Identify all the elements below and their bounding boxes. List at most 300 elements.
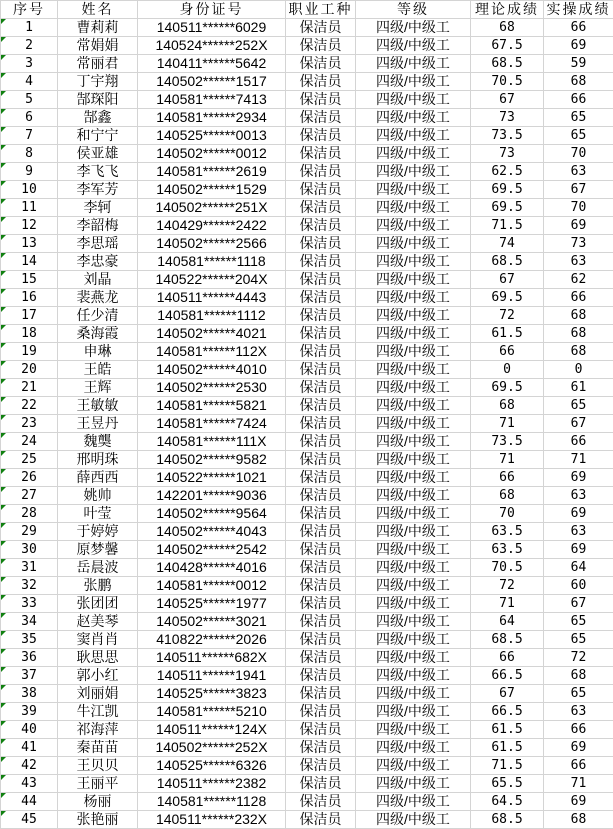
cell-id_number[interactable]: 140511******124X [138, 721, 286, 739]
cell-index[interactable] [1, 433, 58, 451]
cell-level[interactable]: 四级/中级工 [356, 91, 471, 109]
cell-level[interactable]: 四级/中级工 [356, 37, 471, 55]
cell-level[interactable]: 四级/中级工 [356, 235, 471, 253]
cell-name[interactable]: 张艳丽 [58, 811, 138, 829]
cell-index[interactable] [1, 289, 58, 307]
cell-name[interactable]: 李军芳 [58, 181, 138, 199]
cell-job[interactable]: 保洁员 [286, 649, 356, 667]
cell-practical[interactable]: 68 [544, 73, 613, 91]
cell-theory[interactable]: 67 [471, 271, 544, 289]
cell-id_number[interactable]: 140502******1529 [138, 181, 286, 199]
cell-job[interactable]: 保洁员 [286, 325, 356, 343]
cell-theory[interactable]: 61.5 [471, 721, 544, 739]
cell-job[interactable]: 保洁员 [286, 487, 356, 505]
cell-id_number[interactable]: 140581******2934 [138, 109, 286, 127]
cell-job[interactable]: 保洁员 [286, 361, 356, 379]
cell-id_number[interactable]: 140502******2542 [138, 541, 286, 559]
cell-job[interactable]: 保洁员 [286, 505, 356, 523]
cell-job[interactable]: 保洁员 [286, 127, 356, 145]
cell-name[interactable]: 姚帅 [58, 487, 138, 505]
cell-level[interactable]: 四级/中级工 [356, 811, 471, 829]
cell-job[interactable]: 保洁员 [286, 613, 356, 631]
cell-index[interactable] [1, 685, 58, 703]
cell-level[interactable]: 四级/中级工 [356, 451, 471, 469]
cell-level[interactable]: 四级/中级工 [356, 55, 471, 73]
cell-name[interactable]: 郜鑫 [58, 109, 138, 127]
cell-practical[interactable]: 68 [544, 667, 613, 685]
cell-practical[interactable]: 69 [544, 793, 613, 811]
cell-name[interactable]: 郭小红 [58, 667, 138, 685]
cell-job[interactable]: 保洁员 [286, 37, 356, 55]
cell-job[interactable]: 保洁员 [286, 109, 356, 127]
cell-id_number[interactable]: 140502******4021 [138, 325, 286, 343]
cell-practical[interactable]: 66 [544, 721, 613, 739]
cell-practical[interactable]: 68 [544, 811, 613, 829]
cell-index[interactable] [1, 487, 58, 505]
cell-theory[interactable]: 71 [471, 415, 544, 433]
cell-level[interactable]: 四级/中级工 [356, 595, 471, 613]
cell-id_number[interactable]: 140502******3021 [138, 613, 286, 631]
cell-index[interactable] [1, 577, 58, 595]
cell-name[interactable]: 张鹏 [58, 577, 138, 595]
cell-index[interactable] [1, 235, 58, 253]
cell-job[interactable]: 保洁员 [286, 55, 356, 73]
cell-level[interactable]: 四级/中级工 [356, 343, 471, 361]
cell-job[interactable]: 保洁员 [286, 631, 356, 649]
cell-theory[interactable]: 61.5 [471, 739, 544, 757]
cell-index[interactable] [1, 19, 58, 37]
cell-name[interactable]: 王贝贝 [58, 757, 138, 775]
cell-practical[interactable]: 63 [544, 487, 613, 505]
cell-id_number[interactable]: 140581******112X [138, 343, 286, 361]
cell-name[interactable]: 侯亚雄 [58, 145, 138, 163]
cell-level[interactable]: 四级/中级工 [356, 127, 471, 145]
cell-job[interactable]: 保洁员 [286, 793, 356, 811]
cell-theory[interactable]: 63.5 [471, 541, 544, 559]
cell-theory[interactable]: 68 [471, 487, 544, 505]
cell-index[interactable] [1, 739, 58, 757]
cell-practical[interactable]: 72 [544, 649, 613, 667]
cell-name[interactable]: 王辉 [58, 379, 138, 397]
column-header-job[interactable]: 职业工种 [286, 1, 356, 19]
cell-theory[interactable]: 68.5 [471, 55, 544, 73]
cell-id_number[interactable]: 140502******2530 [138, 379, 286, 397]
cell-name[interactable]: 刘丽娟 [58, 685, 138, 703]
cell-id_number[interactable]: 140502******9582 [138, 451, 286, 469]
cell-theory[interactable]: 71.5 [471, 757, 544, 775]
column-header-index[interactable]: 序号 [1, 1, 58, 19]
cell-job[interactable]: 保洁员 [286, 469, 356, 487]
cell-id_number[interactable]: 142201******9036 [138, 487, 286, 505]
cell-id_number[interactable]: 140428******4016 [138, 559, 286, 577]
cell-practical[interactable]: 71 [544, 451, 613, 469]
cell-index[interactable] [1, 469, 58, 487]
cell-level[interactable]: 四级/中级工 [356, 757, 471, 775]
cell-index[interactable] [1, 541, 58, 559]
cell-job[interactable]: 保洁员 [286, 73, 356, 91]
cell-job[interactable]: 保洁员 [286, 199, 356, 217]
cell-index[interactable] [1, 703, 58, 721]
cell-job[interactable]: 保洁员 [286, 739, 356, 757]
cell-practical[interactable]: 63 [544, 703, 613, 721]
cell-id_number[interactable]: 140522******1021 [138, 469, 286, 487]
cell-name[interactable]: 李韶梅 [58, 217, 138, 235]
cell-job[interactable]: 保洁员 [286, 145, 356, 163]
cell-job[interactable]: 保洁员 [286, 181, 356, 199]
cell-id_number[interactable]: 140511******1941 [138, 667, 286, 685]
cell-index[interactable] [1, 793, 58, 811]
cell-job[interactable]: 保洁员 [286, 523, 356, 541]
cell-job[interactable]: 保洁员 [286, 91, 356, 109]
cell-theory[interactable]: 71 [471, 451, 544, 469]
cell-practical[interactable]: 59 [544, 55, 613, 73]
cell-job[interactable]: 保洁员 [286, 541, 356, 559]
cell-id_number[interactable]: 140581******5821 [138, 397, 286, 415]
cell-level[interactable]: 四级/中级工 [356, 703, 471, 721]
cell-level[interactable]: 四级/中级工 [356, 19, 471, 37]
cell-theory[interactable]: 64.5 [471, 793, 544, 811]
cell-name[interactable]: 魏龑 [58, 433, 138, 451]
cell-index[interactable] [1, 415, 58, 433]
cell-id_number[interactable]: 140581******1112 [138, 307, 286, 325]
cell-name[interactable]: 李思瑶 [58, 235, 138, 253]
cell-practical[interactable]: 65 [544, 397, 613, 415]
cell-name[interactable]: 桑海霞 [58, 325, 138, 343]
cell-name[interactable]: 刘晶 [58, 271, 138, 289]
cell-id_number[interactable]: 140525******3823 [138, 685, 286, 703]
cell-id_number[interactable]: 140524******252X [138, 37, 286, 55]
cell-id_number[interactable]: 140522******204X [138, 271, 286, 289]
cell-id_number[interactable]: 140581******1118 [138, 253, 286, 271]
cell-index[interactable] [1, 559, 58, 577]
cell-theory[interactable]: 69.5 [471, 289, 544, 307]
cell-level[interactable]: 四级/中级工 [356, 73, 471, 91]
cell-index[interactable] [1, 379, 58, 397]
cell-job[interactable]: 保洁员 [286, 289, 356, 307]
cell-level[interactable]: 四级/中级工 [356, 307, 471, 325]
cell-name[interactable]: 王丽平 [58, 775, 138, 793]
cell-level[interactable]: 四级/中级工 [356, 523, 471, 541]
cell-name[interactable]: 和宁宁 [58, 127, 138, 145]
cell-practical[interactable]: 66 [544, 19, 613, 37]
cell-name[interactable]: 李忠豪 [58, 253, 138, 271]
cell-id_number[interactable]: 140502******0012 [138, 145, 286, 163]
cell-level[interactable]: 四级/中级工 [356, 649, 471, 667]
cell-level[interactable]: 四级/中级工 [356, 181, 471, 199]
cell-id_number[interactable]: 140429******2422 [138, 217, 286, 235]
cell-name[interactable]: 申琳 [58, 343, 138, 361]
cell-name[interactable]: 李飞飞 [58, 163, 138, 181]
cell-name[interactable]: 原梦馨 [58, 541, 138, 559]
cell-id_number[interactable]: 140511******6029 [138, 19, 286, 37]
cell-job[interactable]: 保洁员 [286, 433, 356, 451]
cell-theory[interactable]: 0 [471, 361, 544, 379]
cell-practical[interactable]: 66 [544, 91, 613, 109]
cell-id_number[interactable]: 140502******1517 [138, 73, 286, 91]
cell-index[interactable] [1, 109, 58, 127]
column-header-level[interactable]: 等级 [356, 1, 471, 19]
cell-name[interactable]: 常丽君 [58, 55, 138, 73]
cell-practical[interactable]: 66 [544, 289, 613, 307]
cell-id_number[interactable]: 140502******9564 [138, 505, 286, 523]
cell-practical[interactable]: 63 [544, 523, 613, 541]
cell-index[interactable] [1, 649, 58, 667]
cell-level[interactable]: 四级/中级工 [356, 217, 471, 235]
cell-theory[interactable]: 63.5 [471, 523, 544, 541]
cell-index[interactable] [1, 73, 58, 91]
cell-job[interactable]: 保洁员 [286, 775, 356, 793]
cell-index[interactable] [1, 343, 58, 361]
cell-practical[interactable]: 67 [544, 595, 613, 613]
cell-id_number[interactable]: 140502******252X [138, 739, 286, 757]
cell-id_number[interactable]: 410822******2026 [138, 631, 286, 649]
cell-name[interactable]: 叶莹 [58, 505, 138, 523]
cell-level[interactable]: 四级/中级工 [356, 469, 471, 487]
cell-job[interactable]: 保洁员 [286, 415, 356, 433]
column-header-id_number[interactable]: 身份证号 [138, 1, 286, 19]
cell-theory[interactable]: 66 [471, 469, 544, 487]
cell-id_number[interactable]: 140511******682X [138, 649, 286, 667]
cell-theory[interactable]: 70.5 [471, 559, 544, 577]
cell-name[interactable]: 杨丽 [58, 793, 138, 811]
column-header-practical[interactable]: 实操成绩 [544, 1, 613, 19]
cell-id_number[interactable]: 140525******1977 [138, 595, 286, 613]
cell-index[interactable] [1, 127, 58, 145]
cell-theory[interactable]: 67 [471, 91, 544, 109]
cell-job[interactable]: 保洁员 [286, 595, 356, 613]
cell-job[interactable]: 保洁员 [286, 343, 356, 361]
cell-theory[interactable]: 73 [471, 109, 544, 127]
cell-index[interactable] [1, 811, 58, 829]
cell-practical[interactable]: 65 [544, 127, 613, 145]
cell-name[interactable]: 常娟娟 [58, 37, 138, 55]
cell-practical[interactable]: 69 [544, 541, 613, 559]
cell-job[interactable]: 保洁员 [286, 397, 356, 415]
cell-level[interactable]: 四级/中级工 [356, 793, 471, 811]
cell-theory[interactable]: 61.5 [471, 325, 544, 343]
cell-id_number[interactable]: 140502******4043 [138, 523, 286, 541]
cell-theory[interactable]: 72 [471, 577, 544, 595]
cell-id_number[interactable]: 140502******251X [138, 199, 286, 217]
cell-practical[interactable]: 70 [544, 199, 613, 217]
cell-theory[interactable]: 66 [471, 343, 544, 361]
cell-level[interactable]: 四级/中级工 [356, 739, 471, 757]
cell-name[interactable]: 祁海萍 [58, 721, 138, 739]
cell-level[interactable]: 四级/中级工 [356, 109, 471, 127]
cell-name[interactable]: 耿思思 [58, 649, 138, 667]
cell-practical[interactable]: 63 [544, 253, 613, 271]
cell-name[interactable]: 曹莉莉 [58, 19, 138, 37]
cell-index[interactable] [1, 181, 58, 199]
cell-level[interactable]: 四级/中级工 [356, 505, 471, 523]
cell-job[interactable]: 保洁员 [286, 703, 356, 721]
cell-name[interactable]: 牛江凯 [58, 703, 138, 721]
cell-index[interactable] [1, 505, 58, 523]
cell-theory[interactable]: 71.5 [471, 217, 544, 235]
cell-theory[interactable]: 64 [471, 613, 544, 631]
cell-job[interactable]: 保洁员 [286, 271, 356, 289]
cell-theory[interactable]: 66 [471, 649, 544, 667]
cell-theory[interactable]: 73.5 [471, 127, 544, 145]
cell-theory[interactable]: 69.5 [471, 379, 544, 397]
cell-job[interactable]: 保洁员 [286, 379, 356, 397]
cell-practical[interactable]: 67 [544, 181, 613, 199]
cell-job[interactable]: 保洁员 [286, 163, 356, 181]
cell-index[interactable] [1, 91, 58, 109]
cell-job[interactable]: 保洁员 [286, 307, 356, 325]
cell-index[interactable] [1, 37, 58, 55]
cell-level[interactable]: 四级/中级工 [356, 415, 471, 433]
cell-level[interactable]: 四级/中级工 [356, 397, 471, 415]
cell-practical[interactable]: 67 [544, 415, 613, 433]
cell-job[interactable]: 保洁员 [286, 811, 356, 829]
cell-level[interactable]: 四级/中级工 [356, 433, 471, 451]
cell-level[interactable]: 四级/中级工 [356, 721, 471, 739]
cell-theory[interactable]: 71 [471, 595, 544, 613]
cell-practical[interactable]: 66 [544, 757, 613, 775]
cell-job[interactable]: 保洁员 [286, 721, 356, 739]
cell-job[interactable]: 保洁员 [286, 757, 356, 775]
cell-practical[interactable]: 69 [544, 37, 613, 55]
cell-name[interactable]: 于婷婷 [58, 523, 138, 541]
cell-index[interactable] [1, 397, 58, 415]
cell-level[interactable]: 四级/中级工 [356, 163, 471, 181]
cell-theory[interactable]: 69.5 [471, 199, 544, 217]
cell-index[interactable] [1, 55, 58, 73]
cell-job[interactable]: 保洁员 [286, 559, 356, 577]
cell-index[interactable] [1, 523, 58, 541]
cell-practical[interactable]: 66 [544, 433, 613, 451]
cell-id_number[interactable]: 140411******5642 [138, 55, 286, 73]
cell-practical[interactable]: 69 [544, 505, 613, 523]
cell-theory[interactable]: 70 [471, 505, 544, 523]
cell-practical[interactable]: 68 [544, 343, 613, 361]
cell-theory[interactable]: 68.5 [471, 811, 544, 829]
cell-practical[interactable]: 60 [544, 577, 613, 595]
cell-theory[interactable]: 66.5 [471, 703, 544, 721]
cell-theory[interactable]: 68.5 [471, 631, 544, 649]
cell-id_number[interactable]: 140525******0013 [138, 127, 286, 145]
cell-level[interactable]: 四级/中级工 [356, 289, 471, 307]
cell-level[interactable]: 四级/中级工 [356, 685, 471, 703]
cell-practical[interactable]: 73 [544, 235, 613, 253]
cell-practical[interactable]: 64 [544, 559, 613, 577]
cell-level[interactable]: 四级/中级工 [356, 541, 471, 559]
cell-job[interactable]: 保洁员 [286, 577, 356, 595]
cell-theory[interactable]: 67.5 [471, 37, 544, 55]
cell-practical[interactable]: 65 [544, 631, 613, 649]
cell-job[interactable]: 保洁员 [286, 235, 356, 253]
cell-name[interactable]: 王敏敏 [58, 397, 138, 415]
cell-job[interactable]: 保洁员 [286, 19, 356, 37]
cell-level[interactable]: 四级/中级工 [356, 631, 471, 649]
cell-name[interactable]: 任少清 [58, 307, 138, 325]
cell-level[interactable]: 四级/中级工 [356, 325, 471, 343]
cell-name[interactable]: 张团团 [58, 595, 138, 613]
cell-index[interactable] [1, 217, 58, 235]
cell-index[interactable] [1, 721, 58, 739]
cell-practical[interactable]: 0 [544, 361, 613, 379]
column-header-theory[interactable]: 理论成绩 [471, 1, 544, 19]
cell-index[interactable] [1, 451, 58, 469]
cell-index[interactable] [1, 595, 58, 613]
cell-index[interactable] [1, 253, 58, 271]
cell-practical[interactable]: 65 [544, 109, 613, 127]
cell-index[interactable] [1, 271, 58, 289]
cell-theory[interactable]: 67 [471, 685, 544, 703]
cell-theory[interactable]: 65.5 [471, 775, 544, 793]
cell-practical[interactable]: 61 [544, 379, 613, 397]
cell-practical[interactable]: 68 [544, 325, 613, 343]
cell-id_number[interactable]: 140581******2619 [138, 163, 286, 181]
cell-theory[interactable]: 68.5 [471, 253, 544, 271]
cell-id_number[interactable]: 140511******4443 [138, 289, 286, 307]
cell-index[interactable] [1, 307, 58, 325]
cell-name[interactable]: 李轲 [58, 199, 138, 217]
cell-practical[interactable]: 69 [544, 217, 613, 235]
cell-theory[interactable]: 73 [471, 145, 544, 163]
cell-practical[interactable]: 65 [544, 685, 613, 703]
cell-name[interactable]: 邢明珠 [58, 451, 138, 469]
cell-name[interactable]: 秦苗苗 [58, 739, 138, 757]
cell-theory[interactable]: 73.5 [471, 433, 544, 451]
cell-theory[interactable]: 70.5 [471, 73, 544, 91]
cell-id_number[interactable]: 140511******232X [138, 811, 286, 829]
cell-id_number[interactable]: 140581******7424 [138, 415, 286, 433]
cell-practical[interactable]: 69 [544, 739, 613, 757]
cell-practical[interactable]: 63 [544, 163, 613, 181]
cell-theory[interactable]: 68 [471, 19, 544, 37]
cell-practical[interactable]: 69 [544, 469, 613, 487]
cell-level[interactable]: 四级/中级工 [356, 361, 471, 379]
cell-job[interactable]: 保洁员 [286, 217, 356, 235]
cell-index[interactable] [1, 145, 58, 163]
cell-id_number[interactable]: 140581******5210 [138, 703, 286, 721]
cell-level[interactable]: 四级/中级工 [356, 271, 471, 289]
cell-name[interactable]: 岳晨波 [58, 559, 138, 577]
cell-id_number[interactable]: 140581******0012 [138, 577, 286, 595]
cell-job[interactable]: 保洁员 [286, 451, 356, 469]
cell-name[interactable]: 薛西西 [58, 469, 138, 487]
cell-index[interactable] [1, 361, 58, 379]
cell-id_number[interactable]: 140502******4010 [138, 361, 286, 379]
cell-id_number[interactable]: 140502******2566 [138, 235, 286, 253]
cell-index[interactable] [1, 631, 58, 649]
cell-level[interactable]: 四级/中级工 [356, 199, 471, 217]
cell-theory[interactable]: 69.5 [471, 181, 544, 199]
cell-job[interactable]: 保洁员 [286, 667, 356, 685]
cell-id_number[interactable]: 140581******1128 [138, 793, 286, 811]
cell-theory[interactable]: 66.5 [471, 667, 544, 685]
cell-practical[interactable]: 71 [544, 775, 613, 793]
cell-level[interactable]: 四级/中级工 [356, 253, 471, 271]
cell-job[interactable]: 保洁员 [286, 253, 356, 271]
cell-level[interactable]: 四级/中级工 [356, 559, 471, 577]
cell-practical[interactable]: 65 [544, 613, 613, 631]
cell-index[interactable] [1, 775, 58, 793]
cell-level[interactable]: 四级/中级工 [356, 667, 471, 685]
cell-id_number[interactable]: 140581******7413 [138, 91, 286, 109]
cell-name[interactable]: 王皓 [58, 361, 138, 379]
cell-level[interactable]: 四级/中级工 [356, 577, 471, 595]
cell-job[interactable]: 保洁员 [286, 685, 356, 703]
cell-name[interactable]: 赵美琴 [58, 613, 138, 631]
cell-theory[interactable]: 68 [471, 397, 544, 415]
cell-index[interactable] [1, 757, 58, 775]
cell-index[interactable] [1, 613, 58, 631]
cell-name[interactable]: 王昱丹 [58, 415, 138, 433]
cell-level[interactable]: 四级/中级工 [356, 775, 471, 793]
